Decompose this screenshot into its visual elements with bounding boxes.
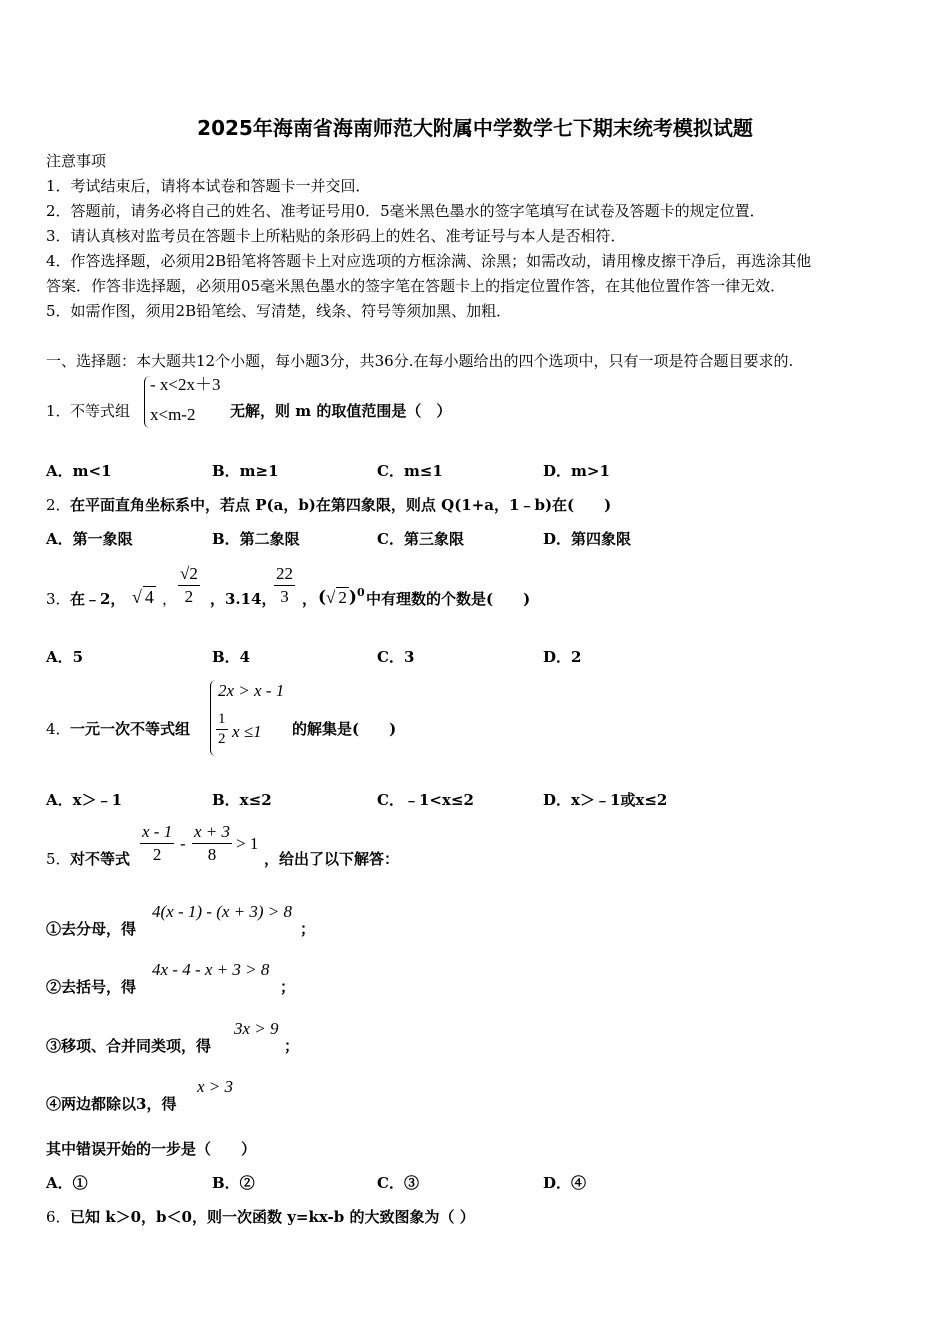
exponent: 0	[356, 586, 365, 599]
fraction-denominator: 2	[218, 731, 226, 747]
fraction-denominator: 8	[207, 845, 217, 864]
question-text: 无解，则 m 的取值范围是（ ）	[230, 402, 452, 420]
fraction	[192, 822, 232, 865]
notice-item: 2．答题前，请务必将自己的姓名、准考证号用0．5毫米黑色墨水的签字笔填写在试卷及答题卡的规定位置．	[46, 202, 765, 220]
fraction	[274, 564, 295, 607]
fraction-numerator: x - 1	[140, 822, 174, 844]
question-number: 5．	[46, 850, 71, 868]
option-d[interactable]: D．x＞﹣1或x≤2	[543, 791, 668, 809]
option-b[interactable]: B．②	[212, 1174, 255, 1192]
option-c[interactable]: C．③	[377, 1174, 419, 1192]
fraction	[178, 564, 200, 607]
option-b[interactable]: B．第二象限	[212, 530, 300, 548]
question-text: ，给出了以下解答：	[264, 850, 400, 868]
question-text: 的解集是( )	[292, 720, 397, 738]
fraction-denominator: 3	[280, 587, 289, 606]
option-c[interactable]: C．﹣1<x≤2	[377, 791, 474, 809]
option-a[interactable]: A．第一象限	[46, 530, 133, 548]
notice-item: 4．作答选择题，必须用2B铅笔将答题卡上对应选项的方框涂满、涂黑；如需改动，请用橡皮擦干净后，再选涂其他	[46, 252, 812, 270]
option-b[interactable]: B．4	[212, 648, 251, 666]
inequality-line: - x<2x＋3	[150, 375, 221, 394]
step-expression: 4(x - 1) - (x + 3) > 8	[152, 902, 293, 921]
question-number: 6．	[46, 1208, 71, 1226]
question-text: ，3.14，	[210, 590, 277, 608]
option-c[interactable]: C．3	[377, 648, 415, 666]
question-number: 1．	[46, 402, 71, 420]
fraction-numerator: 1	[216, 711, 228, 730]
fraction	[140, 822, 174, 865]
fraction-numerator: x + 3	[192, 822, 232, 844]
question-text: 在平面直角坐标系中，若点 P(a，b)在第四象限，则点 Q(1+a，1﹣b)在( )	[70, 496, 612, 514]
question-number: 3．	[46, 590, 71, 608]
option-a[interactable]: A．m<1	[46, 462, 112, 480]
comma: ，	[302, 590, 318, 608]
question-text: 对不等式	[70, 850, 131, 868]
option-a[interactable]: A．5	[46, 648, 84, 666]
comma: ，	[162, 590, 178, 608]
step-label: ①去分母，得	[46, 920, 137, 938]
notice-item: 答案．作答非选择题，必须用05毫米黑色墨水的签字笔在答题卡上的指定位置作答，在其他位置作答一律无效．	[46, 277, 786, 295]
step-expression: 4x - 4 - x + 3 > 8	[152, 960, 270, 979]
fraction-numerator: 22	[274, 564, 295, 586]
step-expression: 3x > 9	[234, 1019, 279, 1038]
step-label: ②去括号，得	[46, 978, 137, 996]
option-a[interactable]: A．①	[46, 1174, 88, 1192]
inequality-line: 2x > x - 1	[218, 681, 285, 700]
fraction	[216, 711, 228, 748]
notice-item: 5．如需作图，须用2B铅笔绘、写清楚，线条、符号等须加黑、加粗．	[46, 302, 512, 320]
inequality-line: x ≤1	[232, 722, 262, 741]
option-b[interactable]: B．m≥1	[212, 462, 279, 480]
option-b[interactable]: B．x≤2	[212, 791, 272, 809]
question-text: 一元一次不等式组	[70, 720, 191, 738]
step-end: ；	[280, 978, 296, 996]
section-heading: 一、选择题：本大题共12个小题，每小题3分，共36分.在每小题给出的四个选项中，只有一项是符合题目要求的.	[46, 352, 794, 370]
question-text: 中有理数的个数是( )	[366, 590, 531, 608]
step-label: ③移项、合并同类项，得	[46, 1037, 212, 1055]
question-text: 不等式组	[70, 402, 131, 420]
option-c[interactable]: C．第三象限	[377, 530, 464, 548]
option-d[interactable]: D．m>1	[543, 462, 610, 480]
fraction-denominator: 2	[184, 587, 194, 606]
option-d[interactable]: D．第四象限	[543, 530, 632, 548]
notice-item: 1．考试结束后，请将本试卷和答题卡一并交回．	[46, 177, 371, 195]
option-c[interactable]: C．m≤1	[377, 462, 443, 480]
step-end: ；	[284, 1037, 300, 1055]
option-d[interactable]: D．2	[543, 648, 582, 666]
fraction-numerator: √2	[178, 564, 200, 586]
comparison: > 1	[236, 834, 259, 853]
paren-sqrt-expression: (√ 2 )$^0$	[318, 586, 365, 608]
question-number: 2．	[46, 496, 71, 514]
question-text: 其中错误开始的一步是（ ）	[46, 1140, 257, 1158]
question-text: 已知 k＞0，b＜0，则一次函数 y=kx-b 的大致图象为（ ）	[70, 1208, 475, 1226]
sqrt-expression: √ 4	[132, 587, 154, 607]
option-d[interactable]: D．④	[543, 1174, 587, 1192]
notice-heading: 注意事项	[46, 152, 107, 170]
fraction-denominator: 2	[152, 845, 162, 864]
sqrt-radicand: 4	[144, 587, 154, 607]
step-label: ④两边都除以3，得	[46, 1095, 177, 1113]
minus-sign: -	[180, 834, 186, 853]
sqrt-radicand: 2	[338, 587, 347, 607]
question-text: 在﹣2，	[70, 590, 126, 608]
question-number: 4．	[46, 720, 71, 738]
step-end: ；	[300, 920, 316, 938]
notice-item: 3．请认真核对监考员在答题卡上所粘贴的条形码上的姓名、准考证号与本人是否相符．	[46, 227, 626, 245]
inequality-line: x<m-2	[150, 405, 196, 424]
step-expression: x > 3	[197, 1077, 234, 1096]
page-title: 2025年海南省海南师范大附属中学数学七下期末统考模拟试题	[197, 116, 753, 140]
option-a[interactable]: A．x＞﹣1	[46, 791, 123, 809]
